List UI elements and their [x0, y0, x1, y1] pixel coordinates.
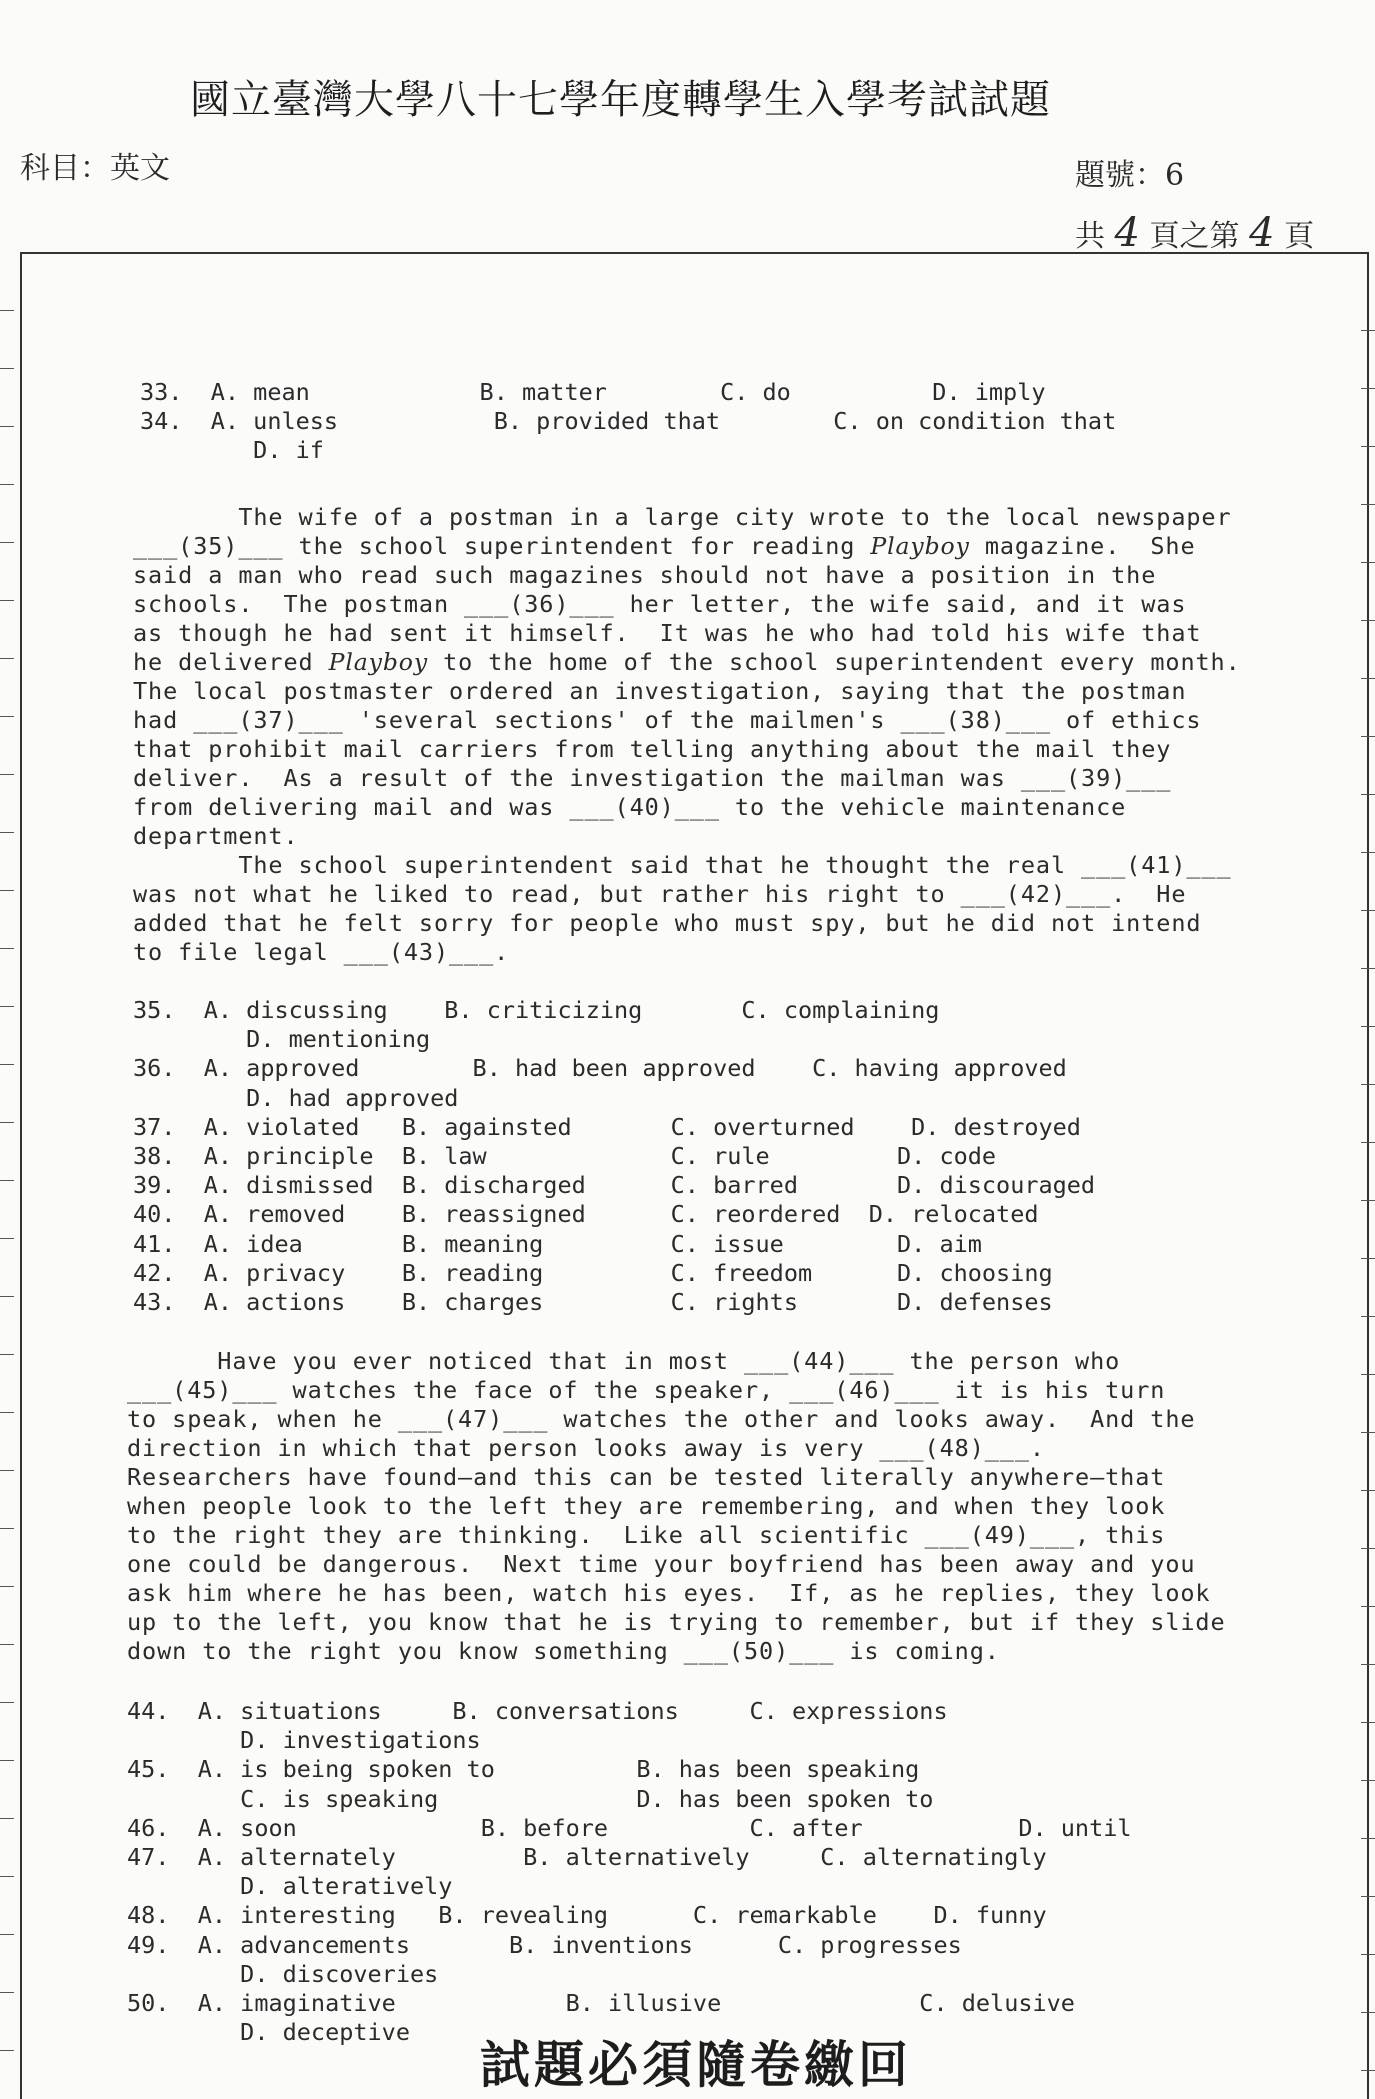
margin-tick: [0, 1702, 14, 1703]
margin-tick: [0, 1934, 14, 1935]
margin-tick: [1361, 736, 1375, 737]
margin-tick: [1361, 2012, 1375, 2013]
margin-tick: [1361, 1374, 1375, 1375]
margin-tick: [0, 774, 14, 775]
margin-tick: [0, 1122, 14, 1123]
text-line: 44. A. situations B. conversations C. expressions: [127, 1697, 948, 1725]
text-line: ___(35)___ the school superintendent for reading Playboy magazine. She: [133, 532, 1196, 560]
margin-tick: [1361, 1896, 1375, 1897]
margin-tick: [1361, 1548, 1375, 1549]
magazine-title: Playboy: [328, 648, 429, 676]
margin-tick: [1361, 1432, 1375, 1433]
text-line: D. investigations: [127, 1726, 481, 1755]
margin-tick: [0, 1818, 14, 1819]
margin-tick: [1361, 504, 1375, 505]
text-line: 40. A. removed B. reassigned C. reordered D. relocated: [133, 1200, 1039, 1229]
exam-title: 國立臺灣大學八十七學年度轉學生入學考試試題: [190, 77, 1051, 123]
margin-tick: [1361, 1606, 1375, 1607]
margin-tick: [0, 1238, 14, 1239]
magazine-title: Playboy: [870, 532, 970, 560]
page-mid: 頁之第: [1149, 219, 1240, 254]
margin-tick: [0, 1992, 14, 1993]
margin-tick: [0, 948, 14, 949]
margin-tick: [1361, 678, 1375, 679]
page-total: 4: [1114, 210, 1140, 256]
text-line: deliver. As a result of the investigation the mailman was ___(39)___: [133, 764, 1172, 792]
text-line: as though he had sent it himself. It was he who had told his wife that: [133, 619, 1202, 647]
margin-tick: [1361, 968, 1375, 969]
page-info: [1075, 210, 1314, 256]
margin-tick: [0, 542, 14, 543]
text-line: down to the right you know something ___(50)___ is coming.: [127, 1637, 1000, 1665]
text-line: he delivered Playboy to the home of the school superintendent every month.: [133, 648, 1241, 676]
page-prefix: 共: [1075, 219, 1105, 254]
margin-tick: [1361, 562, 1375, 563]
margin-tick: [0, 1354, 14, 1355]
margin-tick: [1361, 1722, 1375, 1723]
text-line: Researchers have found—and this can be tested literally anywhere—that: [127, 1463, 1166, 1491]
text-line: The wife of a postman in a large city wrote to the local newspaper: [133, 503, 1232, 531]
margin-tick: [0, 1644, 14, 1645]
margin-tick: [0, 832, 14, 833]
margin-tick: [1361, 1142, 1375, 1143]
margin-tick: [1361, 1664, 1375, 1665]
margin-tick: [0, 484, 14, 485]
margin-tick: [0, 1586, 14, 1587]
page-suffix: 頁: [1284, 219, 1315, 254]
margin-tick: [0, 1064, 14, 1065]
margin-tick: [1361, 620, 1375, 621]
text-line: ___(45)___ watches the face of the speaker, ___(46)___ it is his turn: [127, 1376, 1166, 1404]
text-line: 38. A. principle B. law C. rule D. code: [133, 1142, 997, 1170]
margin-tick: [1361, 330, 1375, 331]
margin-tick: [0, 890, 14, 891]
margin-tick: [0, 1760, 14, 1761]
text-line: 37. A. violated B. againsted C. overturned D. destroyed: [133, 1112, 1081, 1141]
text-line: one could be dangerous. Next time your boyfriend has been away and you: [127, 1550, 1196, 1578]
margin-tick: [1361, 794, 1375, 795]
text-line: D. had approved: [133, 1083, 459, 1112]
footer-stamp: 試題必須隨卷繳回: [480, 2035, 912, 2094]
text-line: The school superintendent said that he thought the real ___(41)___: [133, 851, 1232, 879]
margin-tick: [1361, 1258, 1375, 1259]
margin-tick: [1361, 852, 1375, 853]
text-line: to file legal ___(43)___.: [133, 938, 510, 966]
text-line: Have you ever noticed that in most ___(44)___ the person who: [127, 1347, 1121, 1375]
margin-tick: [1361, 446, 1375, 447]
margin-tick: [1361, 1838, 1375, 1839]
text-line: had ___(37)___ 'several sections' of the mailmen's ___(38)___ of ethics: [133, 706, 1202, 734]
text-line: 42. A. privacy B. reading C. freedom D. choosing: [133, 1258, 1053, 1287]
text-line: 33. A. mean B. matter C. do D. imply: [140, 378, 1046, 406]
text-line: direction in which that person looks away is very ___(48)___.: [127, 1434, 1045, 1462]
text-line: 46. A. soon B. before C. after D. until: [127, 1813, 1132, 1842]
margin-tick: [0, 426, 14, 427]
margin-tick: [0, 1470, 14, 1471]
text-line: schools. The postman ___(36)___ her letter, the wife said, and it was: [133, 590, 1187, 618]
text-line: 41. A. idea B. meaning C. issue D. aim: [133, 1229, 982, 1258]
text-line: D. discoveries: [127, 1959, 439, 1988]
text-line: to speak, when he ___(47)___ watches the other and looks away. And the: [127, 1405, 1196, 1433]
margin-tick: [0, 1296, 14, 1297]
margin-tick: [1361, 1084, 1375, 1085]
margin-tick: [1361, 1200, 1375, 1201]
page-current: 4: [1249, 210, 1275, 256]
text-line: added that he felt sorry for people who must spy, but he did not intend: [133, 909, 1202, 937]
text-line: that prohibit mail carriers from telling anything about the mail they: [133, 735, 1172, 763]
text-line: ask him where he has been, watch his eyes. If, as he replies, they look: [127, 1579, 1211, 1607]
margin-tick: [0, 2050, 14, 2051]
text-line: 36. A. approved B. had been approved C. having approved: [133, 1054, 1067, 1083]
text-line: 45. A. is being spoken to B. has been speaking: [127, 1755, 920, 1784]
text-line: D. alteratively: [127, 1872, 453, 1901]
margin-tick: [1361, 910, 1375, 911]
margin-tick: [0, 716, 14, 717]
margin-tick: [0, 368, 14, 369]
margin-tick: [1361, 2070, 1375, 2071]
text-line: D. deceptive: [127, 2018, 410, 2047]
margin-tick: [0, 1006, 14, 1007]
margin-tick: [1361, 388, 1375, 389]
text-line: C. is speaking D. has been spoken to: [127, 1784, 934, 1813]
text-line: up to the left, you know that he is trying to remember, but if they slide: [127, 1608, 1226, 1636]
question-number: 題號：6: [1075, 158, 1185, 193]
text-line: 34. A. unless B. provided that C. on condition that: [140, 407, 1117, 435]
text-line: from delivering mail and was ___(40)___ to the vehicle maintenance: [133, 793, 1127, 821]
text-line: The local postmaster ordered an investigation, saying that the postman: [133, 677, 1187, 705]
text-line: was not what he liked to read, but rather his right to ___(42)___. He: [133, 880, 1187, 908]
text-line: 50. A. imaginative B. illusive C. delusive: [127, 1989, 1075, 2017]
margin-tick: [0, 600, 14, 601]
text-line: 39. A. dismissed B. discharged C. barred D. discouraged: [133, 1171, 1096, 1200]
text-line: said a man who read such magazines should not have a position in the: [133, 561, 1157, 589]
text-line: 47. A. alternately B. alternatively C. alternatingly: [127, 1843, 1047, 1871]
text-line: 48. A. interesting B. revealing C. remarkable D. funny: [127, 1901, 1047, 1930]
text-line: D. if: [140, 436, 324, 464]
text-line: D. mentioning: [133, 1025, 431, 1054]
margin-tick: [1361, 1316, 1375, 1317]
margin-tick: [0, 310, 14, 311]
text-line: department.: [133, 822, 299, 850]
margin-tick: [1361, 1490, 1375, 1491]
margin-tick: [0, 1412, 14, 1413]
margin-tick: [0, 658, 14, 659]
margin-tick: [1361, 1026, 1375, 1027]
margin-tick: [0, 1876, 14, 1877]
text-line: 35. A. discussing B. criticizing C. complaining: [133, 996, 940, 1024]
margin-tick: [1361, 1954, 1375, 1955]
margin-tick: [0, 1528, 14, 1529]
text-line: 43. A. actions B. charges C. rights D. defenses: [133, 1288, 1053, 1316]
text-line: to the right they are thinking. Like all scientific ___(49)___, this: [127, 1521, 1166, 1549]
margin-tick: [0, 1180, 14, 1181]
subject-label: 科目：英文: [20, 151, 170, 186]
text-line: 49. A. advancements B. inventions C. progresses: [127, 1930, 962, 1959]
margin-tick: [1361, 1780, 1375, 1781]
text-line: when people look to the left they are remembering, and when they look: [127, 1492, 1166, 1520]
